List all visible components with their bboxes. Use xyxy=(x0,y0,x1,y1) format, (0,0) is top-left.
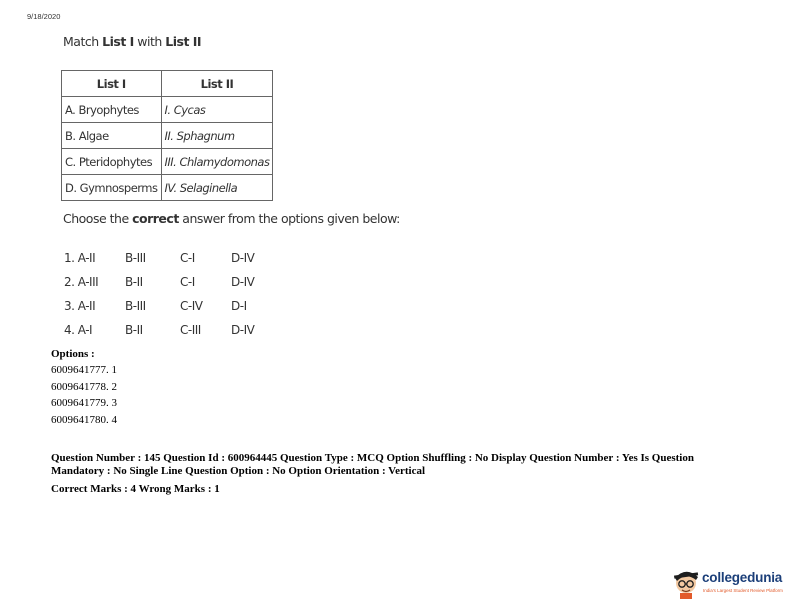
table-cell: D. Gymnosperms xyxy=(62,175,162,201)
answer-cell: 2. A-III xyxy=(64,275,99,289)
table-header-list1: List I xyxy=(62,71,162,97)
option-item: 6009641780. 4 xyxy=(51,413,117,426)
answer-cell: C-IV xyxy=(180,299,203,313)
collegedunia-logo[interactable] xyxy=(672,566,784,600)
answer-cell: B-III xyxy=(125,299,146,313)
question-prefix: Match xyxy=(63,34,103,49)
answer-cell: B-II xyxy=(125,275,143,289)
option-item: 6009641779. 3 xyxy=(51,397,117,409)
print-date: 9/18/2020 xyxy=(27,12,61,21)
answer-cell: 4. A-I xyxy=(64,323,93,337)
answer-cell: C-I xyxy=(180,251,195,265)
match-table xyxy=(61,70,273,201)
answer-cell: C-III xyxy=(180,323,201,337)
table-cell: I. Cycas xyxy=(161,97,273,123)
table-cell: A. Bryophytes xyxy=(62,97,162,123)
question-metadata: Question Number : 145 Question Id : 600964445 Question Type : MCQ Option Shuffling : No Display Question Number : Yes Is Question Mandatory : No Single Line Question Option : No Option Orientation : Vertical xyxy=(51,452,694,477)
table-row xyxy=(62,97,273,123)
question-mid: with xyxy=(133,34,166,49)
table-header-list2: List II xyxy=(161,71,273,97)
logo-text: collegedunia xyxy=(702,570,783,585)
answer-cell: D-IV xyxy=(231,275,255,289)
answer-cell: B-III xyxy=(125,251,146,265)
mascot-icon xyxy=(672,566,702,600)
instruction-bold: correct xyxy=(132,211,179,226)
answer-cell: 1. A-II xyxy=(64,251,96,265)
table-cell: IV. Selaginella xyxy=(161,175,273,201)
table-cell: II. Sphagnum xyxy=(161,123,273,149)
table-header-row xyxy=(62,71,273,97)
instruction-text xyxy=(63,211,400,226)
instruction-suffix: answer from the options given below: xyxy=(178,211,400,226)
answer-cell: D-I xyxy=(231,299,247,313)
table-row xyxy=(62,123,273,149)
options-list xyxy=(51,364,117,430)
table-cell: B. Algae xyxy=(62,123,162,149)
table-cell: C. Pteridophytes xyxy=(62,149,162,175)
answer-cell: D-IV xyxy=(231,323,255,337)
answer-cell: D-IV xyxy=(231,251,255,265)
answer-cell: 3. A-II xyxy=(64,299,96,313)
question-list2: List II xyxy=(165,34,202,49)
answer-cell: C-I xyxy=(180,275,195,289)
question-list1: List I xyxy=(102,34,134,49)
table-cell: III. Chlamydomonas xyxy=(161,149,273,175)
logo-tagline: India's Largest Student Review Platform xyxy=(703,588,783,593)
options-title: Options : xyxy=(51,348,95,360)
instruction-prefix: Choose the xyxy=(63,211,133,226)
marks-info: Correct Marks : 4 Wrong Marks : 1 xyxy=(51,483,220,495)
table-row xyxy=(62,175,273,201)
answer-cell: B-II xyxy=(125,323,143,337)
question-text xyxy=(63,34,201,49)
option-item: 6009641778. 2 xyxy=(51,380,117,393)
option-item: 6009641777. 1 xyxy=(51,364,117,376)
table-row xyxy=(62,149,273,175)
